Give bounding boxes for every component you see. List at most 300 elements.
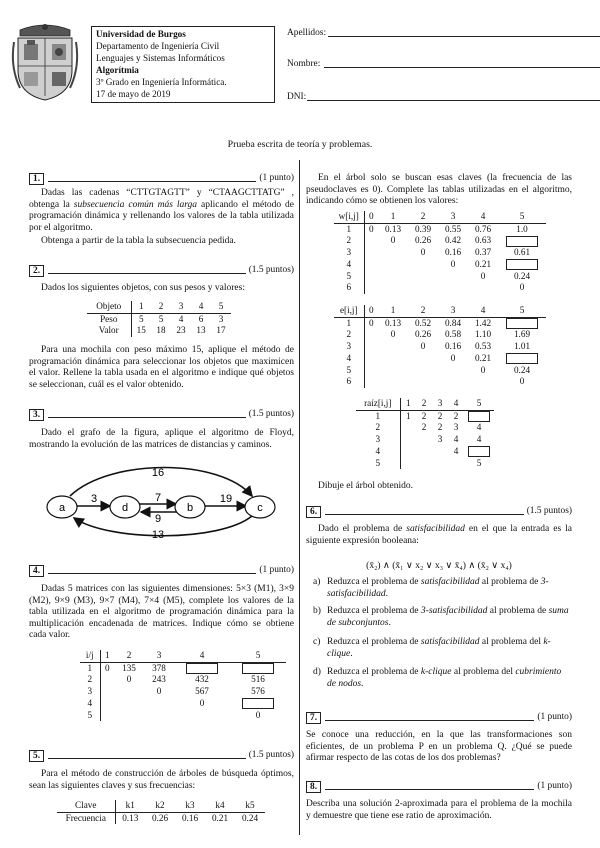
q6-item-text: Reduzca el problema de <box>327 637 421 647</box>
root-cell <box>416 446 432 458</box>
e-cell: 1.42 <box>474 317 492 328</box>
w-cell <box>378 247 408 259</box>
q4-cell: 0 <box>199 697 205 708</box>
q6-item-text: Reduzca el problema de <box>327 667 421 677</box>
w-cell: 0.63 <box>474 235 492 246</box>
w-cell: 0 <box>480 270 486 281</box>
e-col: 3 <box>450 305 456 315</box>
e-row-label: 3 <box>334 341 364 353</box>
q6-item-text: al problema de <box>479 577 541 587</box>
e-cell <box>438 376 468 388</box>
w-cell <box>378 259 408 271</box>
q1-statement-2: Obtenga a partir de la tabla la subsecuencia pedida. <box>41 236 236 246</box>
q5-statement: Para el método de construcción de árboles de búsqueda óptimos, sean las siguientes claves y sus frecuencias: <box>29 769 294 791</box>
q4-cell: 432 <box>195 674 209 685</box>
w-blank-cell[interactable] <box>498 235 546 247</box>
q6-text-italic: satisfacibilidad <box>406 524 465 534</box>
q2-cell: 13 <box>196 325 206 336</box>
w-cell <box>408 271 438 283</box>
q6-text-a: Dado el problema de <box>318 524 407 534</box>
root-cell <box>448 458 464 470</box>
root-blank-cell[interactable] <box>464 446 494 458</box>
root-cell: 2 <box>437 410 443 421</box>
q5-th: k2 <box>155 800 165 810</box>
q4-cell: 576 <box>251 686 265 697</box>
q4-cell <box>100 686 114 698</box>
w-cell <box>364 235 378 247</box>
e-cell: 0.13 <box>384 317 402 328</box>
q2-objects-table <box>87 301 231 337</box>
q4-cell <box>144 698 174 710</box>
q2-cell: Peso <box>87 313 131 325</box>
q8-points: (1 punto) <box>537 780 572 791</box>
root-col: 5 <box>476 398 482 408</box>
root-row-label: 1 <box>356 410 400 422</box>
w-cell: 0.21 <box>474 258 492 269</box>
w-cell <box>468 282 498 294</box>
q2-cell: 18 <box>156 325 166 336</box>
q5-cell: 0.24 <box>241 812 259 823</box>
e-cell <box>378 365 408 377</box>
q4-cell: 0 <box>255 709 261 720</box>
e-col: 5 <box>519 305 525 315</box>
q2-cell: 5 <box>138 313 144 324</box>
q6-item-italic: satisfacibilidad <box>420 637 480 647</box>
q4-col: 1 <box>104 650 110 660</box>
e-cell <box>408 365 438 377</box>
root-cell <box>400 422 416 434</box>
q4-cell <box>114 686 144 698</box>
q3-statement: Dado el grafo de la figura, aplique el algoritmo de Floyd, mostrando la evolución de las matrices de distancias y caminos. <box>29 428 294 450</box>
w-cell: 0 <box>390 235 396 246</box>
q5-header <box>29 749 294 762</box>
q4-row-label: 1 <box>80 662 100 674</box>
q4-cell <box>100 710 114 722</box>
root-row-label: 4 <box>356 446 400 458</box>
root-cell: 4 <box>476 434 482 445</box>
q1-text-a: Dadas las cadenas “CTTGTAGTT” y “CTAAGCTTATG” , obtenga la <box>29 188 294 210</box>
e-cell <box>408 376 438 388</box>
q6-item-italic: satisfacibilidad <box>420 577 480 587</box>
q5-root-table <box>356 398 494 469</box>
q4-col: 3 <box>156 650 162 660</box>
q3-header <box>29 408 294 421</box>
e-cell: 1.69 <box>513 329 531 340</box>
root-corner: raíz[i,j] <box>356 398 400 410</box>
field-label-dni: DNI: <box>287 92 307 102</box>
q5-w-table <box>334 211 546 294</box>
w-row-label: 1 <box>334 223 364 235</box>
q4-cell <box>174 710 230 722</box>
root-cell <box>400 434 416 446</box>
q3-graph <box>40 462 280 544</box>
w-cell <box>408 259 438 271</box>
q6-item-b <box>313 606 572 630</box>
w-cell: 0.24 <box>513 270 531 281</box>
w-cell <box>364 271 378 283</box>
q4-cell: 243 <box>152 674 166 685</box>
q5-th: Clave <box>57 800 115 812</box>
edge-label-16: 16 <box>151 467 165 479</box>
q3-number: 3. <box>29 409 44 421</box>
w-col: 5 <box>519 211 525 221</box>
e-corner: e[i,j] <box>334 305 364 317</box>
q6-item-italic: suma de subconjuntos <box>327 606 569 628</box>
q4-col: 4 <box>199 650 205 660</box>
q2-points: (1.5 puntos) <box>248 264 294 275</box>
e-col: 2 <box>420 305 426 315</box>
root-cell <box>400 458 416 470</box>
e-cell <box>408 353 438 365</box>
edge-label-7: 7 <box>154 492 162 504</box>
q4-cell: 567 <box>195 686 209 697</box>
e-blank-cell[interactable] <box>498 317 546 329</box>
q2-cell: 15 <box>136 325 146 336</box>
root-cell: 2 <box>421 410 427 421</box>
w-col: 2 <box>420 211 426 221</box>
q6-rule <box>325 508 524 515</box>
e-cell <box>378 376 408 388</box>
w-cell: 0.39 <box>414 223 432 234</box>
q7-rule <box>325 714 534 721</box>
w-cell: 0.16 <box>444 247 462 258</box>
e-row-label: 4 <box>334 353 364 365</box>
q2-th: 5 <box>218 301 224 311</box>
e-col: 0 <box>368 305 374 315</box>
exam-date: 17 de mayo de 2019 <box>96 89 171 99</box>
root-col: 2 <box>421 398 427 408</box>
w-cell <box>378 271 408 283</box>
e-col: 1 <box>390 305 396 315</box>
q2-intro: Dados los siguientes objetos, con sus pesos y valores: <box>41 283 245 293</box>
w-cell: 0 <box>420 247 426 258</box>
root-col: 1 <box>405 398 411 408</box>
q2-header <box>29 264 294 277</box>
e-col: 4 <box>480 305 486 315</box>
root-cell: 1 <box>405 410 411 421</box>
w-cell: 0.55 <box>444 223 462 234</box>
root-cell: 4 <box>476 422 482 433</box>
e-cell: 0.26 <box>414 329 432 340</box>
w-row-label: 2 <box>334 235 364 247</box>
e-cell <box>378 341 408 353</box>
root-cell <box>432 446 448 458</box>
w-cell: 0.26 <box>414 235 432 246</box>
q4-corner: i/j <box>80 650 100 662</box>
q4-row-label: 2 <box>80 674 100 686</box>
q4-blank-cell[interactable] <box>230 698 286 710</box>
q4-blank-cell[interactable] <box>174 662 230 674</box>
dni-input-line[interactable] <box>307 100 600 101</box>
q4-col: 2 <box>126 650 132 660</box>
course-name: Algorítmia <box>96 65 139 75</box>
root-cell <box>432 458 448 470</box>
root-row-label: 2 <box>356 422 400 434</box>
e-cell <box>468 376 498 388</box>
w-cell: 0 <box>519 282 525 293</box>
node-label-d: d <box>121 502 129 514</box>
w-row-label: 6 <box>334 282 364 294</box>
q2-number: 2. <box>29 265 44 277</box>
q1-text-italic: subsecuencia común más larga <box>73 199 198 210</box>
e-cell <box>364 353 378 365</box>
e-cell: 0.52 <box>414 317 432 328</box>
root-blank-cell[interactable] <box>464 410 494 422</box>
w-col: 0 <box>368 211 374 221</box>
e-cell: 0.24 <box>513 364 531 375</box>
e-row-label: 5 <box>334 365 364 377</box>
q2-th: 3 <box>178 301 184 311</box>
q5-cell: 0.16 <box>181 812 199 823</box>
w-cell <box>438 282 468 294</box>
root-cell: 2 <box>421 422 427 433</box>
e-row-label: 2 <box>334 329 364 341</box>
root-cell: 2 <box>437 422 443 433</box>
root-cell: 5 <box>476 457 482 468</box>
q1-points: (1 punto) <box>259 172 294 183</box>
q6-item-text: al problema de <box>487 606 549 616</box>
q4-points: (1 punto) <box>259 564 294 575</box>
q5-e-table <box>334 305 546 388</box>
w-cell <box>378 282 408 294</box>
q6-points: (1.5 puntos) <box>526 505 572 516</box>
root-cell: 2 <box>453 410 459 421</box>
e-row-label: 6 <box>334 376 364 388</box>
e-row-label: 1 <box>334 317 364 329</box>
q6-text-b: en el que la entrada es la siguiente expresión booleana: <box>306 524 572 546</box>
area-name: Lenguajes y Sistemas Informáticos <box>96 53 225 63</box>
e-cell: 0.16 <box>444 341 462 352</box>
w-cell <box>438 271 468 283</box>
q5-th: k1 <box>125 800 135 810</box>
q6-item-text: al problema del <box>451 667 516 677</box>
q5-continuation: En el árbol solo se buscan esas claves (la frecuencia de las pseudoclaves es 0). Complete las tablas utilizadas en el algoritmo, indicando cómo se obtienen los valores: <box>306 173 572 207</box>
q6-boolean-formula: (x̄₂) ∧ (x̄₁ ∨ x₂ ∨ x₃ ∨ x̄₄) ∧ (x̄₂ ∨ x₄) <box>366 561 512 571</box>
q8-rule <box>325 783 534 790</box>
q2-th: 4 <box>198 301 204 311</box>
q6-item-a <box>313 577 572 601</box>
field-label-apellidos: Apellidos: <box>287 28 327 38</box>
q6-item-text: Reduzca el problema de <box>327 606 421 616</box>
q5-cell: 0.13 <box>122 812 139 823</box>
w-cell <box>408 282 438 294</box>
q6-item-italic: cubrimiento de nodos <box>327 667 562 689</box>
q2-cell: Valor <box>87 325 131 337</box>
q4-statement: Dadas 5 matrices con las siguientes dimensiones: 5×3 (M1), 3×9 (M2), 9×9 (M3), 9×7 (M4), 7×4 (M5), complete los valores de la tabla utilizada en el algoritmo de programación dinámica para la multiplicación encadenada de matrices. Indique cómo se obtiene cada valor. <box>29 584 294 641</box>
q6-item-c <box>313 637 572 661</box>
q2-cell: 6 <box>198 313 204 324</box>
w-cell: 0.37 <box>474 247 492 258</box>
q4-cell: 0 <box>104 662 110 673</box>
q8-statement: Describa una solución 2-aproximada para el problema de la mochila y demuestre que tiene ese ratio de aproximación. <box>306 799 572 821</box>
q1-number: 1. <box>29 173 44 185</box>
w-corner: w[i,j] <box>334 211 364 223</box>
q6-item-text: . <box>388 617 391 628</box>
q6-item-text: Reduzca el problema de <box>327 577 421 587</box>
root-col: 3 <box>437 398 443 408</box>
q5-th: k3 <box>185 800 195 810</box>
w-col: 3 <box>450 211 456 221</box>
q4-cell <box>144 710 174 722</box>
q3-points: (1.5 puntos) <box>248 408 294 419</box>
q5-number: 5. <box>29 750 44 762</box>
root-cell: 3 <box>437 434 443 445</box>
root-row-label: 5 <box>356 458 400 470</box>
q5-keys-table <box>57 800 265 824</box>
q4-row-label: 4 <box>80 698 100 710</box>
root-row-label: 3 <box>356 434 400 446</box>
q4-cell: 0 <box>156 686 162 697</box>
q8-header <box>306 780 572 793</box>
w-cell: 1.0 <box>516 223 528 234</box>
q1-text-b: aplicando el método de programación dinámica y rellenando los valores de la tabla utilizada por el algoritmo. <box>29 199 294 233</box>
q3-rule <box>48 411 246 418</box>
q5-th: k5 <box>245 800 255 810</box>
department-name: Departamento de Ingeniería Civil <box>96 41 220 51</box>
root-cell: 4 <box>453 445 459 456</box>
root-cell <box>400 446 416 458</box>
field-label-nombre: Nombre: <box>287 59 321 69</box>
q7-number: 7. <box>306 712 321 724</box>
q6-item-text: al problema del <box>479 637 544 647</box>
w-blank-cell[interactable] <box>498 259 546 271</box>
q7-statement: Se conoce una reducción, en la que las transformaciones son eficientes, de un problema P en un problema Q. ¿Qué se puede afirmar respecto de las cotas de los dos problemas? <box>306 730 572 764</box>
root-cell <box>416 434 432 446</box>
q6-statement <box>306 524 572 547</box>
degree-name: 3º Grado en Ingeniería Informática. <box>96 77 227 87</box>
q2-cell: 3 <box>218 313 224 324</box>
q4-cell: 516 <box>251 674 265 685</box>
q4-row-label: 5 <box>80 710 100 722</box>
q6-item-d <box>313 667 572 691</box>
w-cell: 0.42 <box>444 235 462 246</box>
q4-cell <box>100 698 114 710</box>
w-cell <box>364 247 378 259</box>
university-crest-logo <box>10 22 80 102</box>
q5-cell: 0.21 <box>211 812 229 823</box>
apellidos-input-line[interactable] <box>328 36 600 37</box>
e-cell <box>364 365 378 377</box>
e-cell: 0.53 <box>474 341 492 352</box>
node-label-b: b <box>186 502 194 514</box>
w-cell: 0 <box>450 258 456 269</box>
q4-cell: 0 <box>126 674 132 685</box>
q4-blank-cell[interactable] <box>230 662 286 674</box>
q6-item-label: c) <box>313 637 321 647</box>
w-col: 1 <box>390 211 396 221</box>
q8-number: 8. <box>306 781 321 793</box>
q4-col: 5 <box>255 650 261 660</box>
node-label-a: a <box>58 502 66 514</box>
q1-rule <box>48 175 256 182</box>
q6-item-label: a) <box>313 577 321 587</box>
q6-item-italic: k-clique <box>420 667 452 677</box>
q5-cell: Frecuencia <box>57 812 115 824</box>
e-cell: 0.84 <box>444 317 462 328</box>
e-cell <box>438 365 468 377</box>
e-cell <box>364 341 378 353</box>
w-cell: 0.76 <box>474 223 492 234</box>
edge-label-19: 19 <box>219 493 233 505</box>
q6-item-text: . <box>385 588 388 599</box>
w-row-label: 5 <box>334 271 364 283</box>
nombre-input-line[interactable] <box>324 67 600 68</box>
q6-item-text: . <box>350 648 353 659</box>
q6-item-italic: k-clique <box>327 637 551 659</box>
root-cell: 3 <box>453 422 459 433</box>
q2-th: 2 <box>158 301 164 311</box>
q4-cell <box>114 698 144 710</box>
university-name: Universidad de Burgos <box>96 29 186 39</box>
q4-row-label: 3 <box>80 686 100 698</box>
w-cell: 0 <box>368 223 374 234</box>
q2-statement: Para una mochila con peso máximo 15, aplique el método de programación dinámica para seleccionar los objetos que maximicen el valor. Rellene la tabla usada en el algoritmo e indique qué objetos se seleccionan, cuál es el valor obtenido. <box>29 345 294 390</box>
q2-cell: 5 <box>158 313 164 324</box>
q5-rule <box>48 752 246 759</box>
e-cell <box>378 353 408 365</box>
e-cell: 1.01 <box>513 341 531 352</box>
q4-number: 4. <box>29 565 44 577</box>
edge-label-3: 3 <box>90 493 98 505</box>
q4-cell: 378 <box>152 662 166 673</box>
q7-points: (1 punto) <box>537 711 572 722</box>
q5-draw-tree: Dibuje el árbol obtenido. <box>318 481 413 491</box>
e-cell: 0 <box>519 376 525 387</box>
w-col: 4 <box>480 211 486 221</box>
w-cell <box>364 259 378 271</box>
edge-label-13: 13 <box>151 529 165 541</box>
q4-header <box>29 564 294 577</box>
node-label-c: c <box>257 502 263 514</box>
e-blank-cell[interactable] <box>498 353 546 365</box>
e-cell: 0 <box>450 352 456 363</box>
w-row-label: 3 <box>334 247 364 259</box>
root-cell <box>416 458 432 470</box>
q2-cell: 4 <box>178 313 184 324</box>
e-cell <box>364 329 378 341</box>
e-cell: 1.10 <box>474 329 492 340</box>
q1-header <box>29 172 294 185</box>
root-col: 4 <box>453 398 459 408</box>
e-cell: 0.21 <box>474 352 492 363</box>
q6-item-italic: 3-satisfacibilidad <box>420 606 488 616</box>
root-cell: 4 <box>453 434 459 445</box>
w-row-label: 4 <box>334 259 364 271</box>
q2-rule <box>48 267 246 274</box>
q5-th: k4 <box>215 800 225 810</box>
q5-cell: 0.26 <box>151 812 169 823</box>
q1-statement <box>29 188 294 234</box>
q4-cell: 135 <box>122 662 136 673</box>
e-cell: 0 <box>368 317 374 328</box>
e-cell: 0.58 <box>444 329 462 340</box>
e-cell <box>364 376 378 388</box>
w-cell: 0.61 <box>513 247 531 258</box>
q6-item-label: d) <box>313 667 321 677</box>
e-cell: 0 <box>420 341 426 352</box>
header-info-box <box>91 26 275 103</box>
q2-th: 1 <box>138 301 144 311</box>
column-divider <box>299 160 300 835</box>
e-cell: 0 <box>390 329 396 340</box>
q2-cell: 23 <box>176 325 186 336</box>
q4-cell <box>100 674 114 686</box>
q4-rule <box>48 567 256 574</box>
q2-th: Objeto <box>87 301 131 313</box>
q5-points: (1.5 puntos) <box>248 749 294 760</box>
q7-header <box>306 711 572 724</box>
q2-cell: 17 <box>216 325 226 336</box>
